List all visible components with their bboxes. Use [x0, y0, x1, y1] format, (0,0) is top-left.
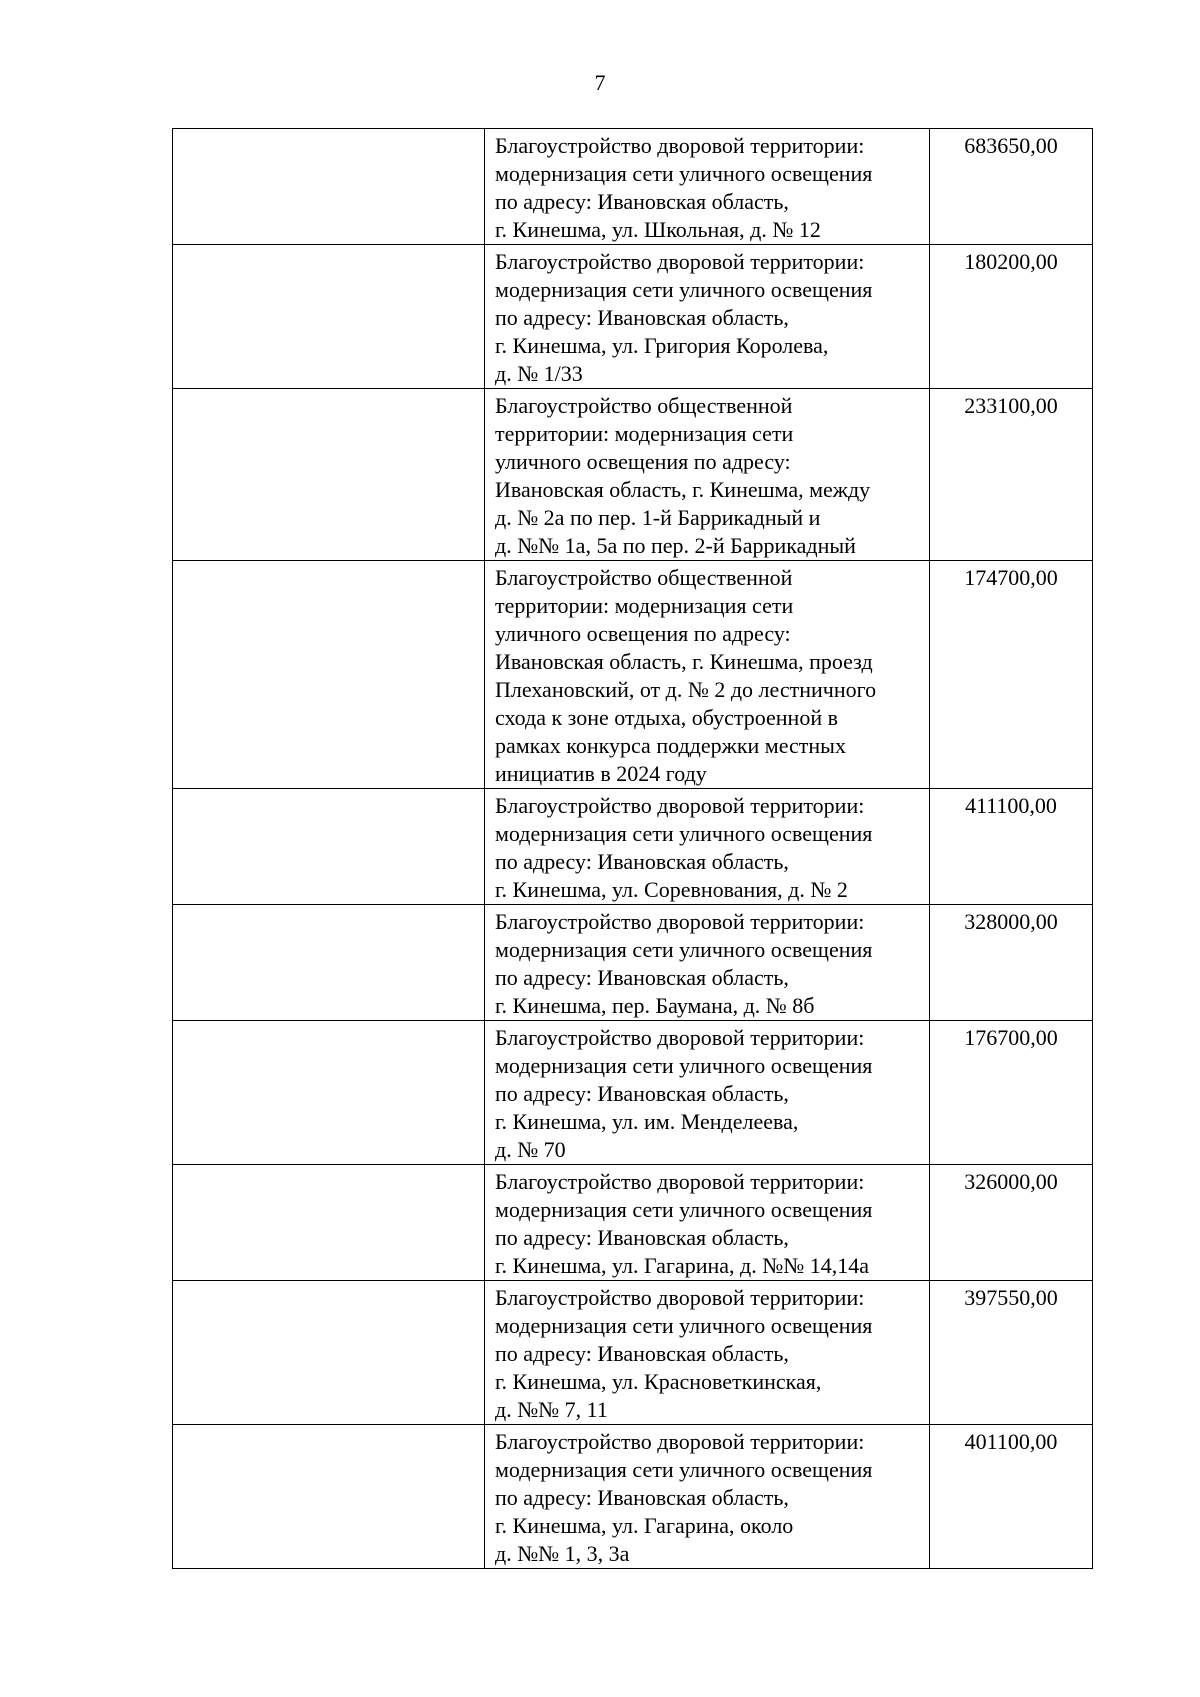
- row-amount: 397550,00: [964, 1285, 1058, 1310]
- empty-cell: [173, 389, 485, 561]
- row-amount: 328000,00: [964, 909, 1058, 934]
- row-amount: 233100,00: [964, 393, 1058, 418]
- table-row: [173, 561, 1093, 789]
- table-row: [173, 129, 1093, 245]
- description-cell: [485, 1281, 930, 1425]
- row-amount: 174700,00: [964, 565, 1058, 590]
- amount-cell: [930, 1281, 1093, 1425]
- empty-cell: [173, 789, 485, 905]
- row-amount: 326000,00: [964, 1169, 1058, 1194]
- description-cell: [485, 1425, 930, 1569]
- row-description: Благоустройство дворовой территории: модернизация сети уличного освещения по адресу: Ивановская область, г. Кинешма, пер. Баумана, д. № 8б: [495, 909, 873, 1018]
- row-amount: 683650,00: [964, 133, 1058, 158]
- empty-cell: [173, 129, 485, 245]
- row-description: Благоустройство общественной территории: модернизация сети уличного освещения по адресу: Ивановская область, г. Кинешма, между д. № 2а по пер. 1-й Баррикадный и д. №№ 1а, 5а по пер. 2-й Баррикадный: [495, 393, 871, 558]
- row-description: Благоустройство дворовой территории: модернизация сети уличного освещения по адресу: Ивановская область, г. Кинешма, ул. Григория Королева, д. № 1/33: [495, 249, 873, 386]
- description-cell: [485, 1165, 930, 1281]
- empty-cell: [173, 1425, 485, 1569]
- row-description: Благоустройство дворовой территории: модернизация сети уличного освещения по адресу: Ивановская область, г. Кинешма, ул. Соревнования, д. № 2: [495, 793, 873, 902]
- row-description: Благоустройство дворовой территории: модернизация сети уличного освещения по адресу: Ивановская область, г. Кинешма, ул. Гагарина, около д. №№ 1, 3, 3а: [495, 1429, 873, 1566]
- empty-cell: [173, 1281, 485, 1425]
- row-amount: 401100,00: [964, 1429, 1058, 1454]
- empty-cell: [173, 1165, 485, 1281]
- row-amount: 176700,00: [964, 1025, 1058, 1050]
- table-row: [173, 1281, 1093, 1425]
- amount-cell: [930, 129, 1093, 245]
- amount-cell: [930, 1165, 1093, 1281]
- row-amount: 180200,00: [964, 249, 1058, 274]
- table-row: [173, 389, 1093, 561]
- description-cell: [485, 561, 930, 789]
- description-cell: [485, 389, 930, 561]
- amount-cell: [930, 561, 1093, 789]
- amount-cell: [930, 1425, 1093, 1569]
- page-number: 7: [594, 70, 606, 95]
- description-cell: [485, 905, 930, 1021]
- row-description: Благоустройство дворовой территории: модернизация сети уличного освещения по адресу: Ивановская область, г. Кинешма, ул. Красноветкинская, д. №№ 7, 11: [495, 1285, 873, 1422]
- description-cell: [485, 789, 930, 905]
- table-row: [173, 789, 1093, 905]
- amount-cell: [930, 389, 1093, 561]
- table-row: [173, 245, 1093, 389]
- row-description: Благоустройство общественной территории: модернизация сети уличного освещения по адресу: Ивановская область, г. Кинешма, проезд Плехановский, от д. № 2 до лестничного схода к зоне отдыха, обустроенной в рамках конкурса поддержки местных инициатив в 2024 году: [495, 565, 877, 786]
- amount-cell: [930, 245, 1093, 389]
- row-description: Благоустройство дворовой территории: модернизация сети уличного освещения по адресу: Ивановская область, г. Кинешма, ул. Школьная, д. № 12: [495, 133, 873, 242]
- table-row: [173, 1425, 1093, 1569]
- description-cell: [485, 1021, 930, 1165]
- amount-cell: [930, 905, 1093, 1021]
- row-description: Благоустройство дворовой территории: модернизация сети уличного освещения по адресу: Ивановская область, г. Кинешма, ул. им. Менделеева, д. № 70: [495, 1025, 873, 1162]
- empty-cell: [173, 245, 485, 389]
- table-row: [173, 1021, 1093, 1165]
- table-row: [173, 905, 1093, 1021]
- empty-cell: [173, 561, 485, 789]
- empty-cell: [173, 1021, 485, 1165]
- amount-cell: [930, 789, 1093, 905]
- row-amount: 411100,00: [965, 793, 1057, 818]
- description-cell: [485, 245, 930, 389]
- expenditure-table: [172, 128, 1093, 1569]
- table-row: [173, 1165, 1093, 1281]
- description-cell: [485, 129, 930, 245]
- amount-cell: [930, 1021, 1093, 1165]
- empty-cell: [173, 905, 485, 1021]
- row-description: Благоустройство дворовой территории: модернизация сети уличного освещения по адресу: Ивановская область, г. Кинешма, ул. Гагарина, д. №№ 14,14а: [495, 1169, 873, 1278]
